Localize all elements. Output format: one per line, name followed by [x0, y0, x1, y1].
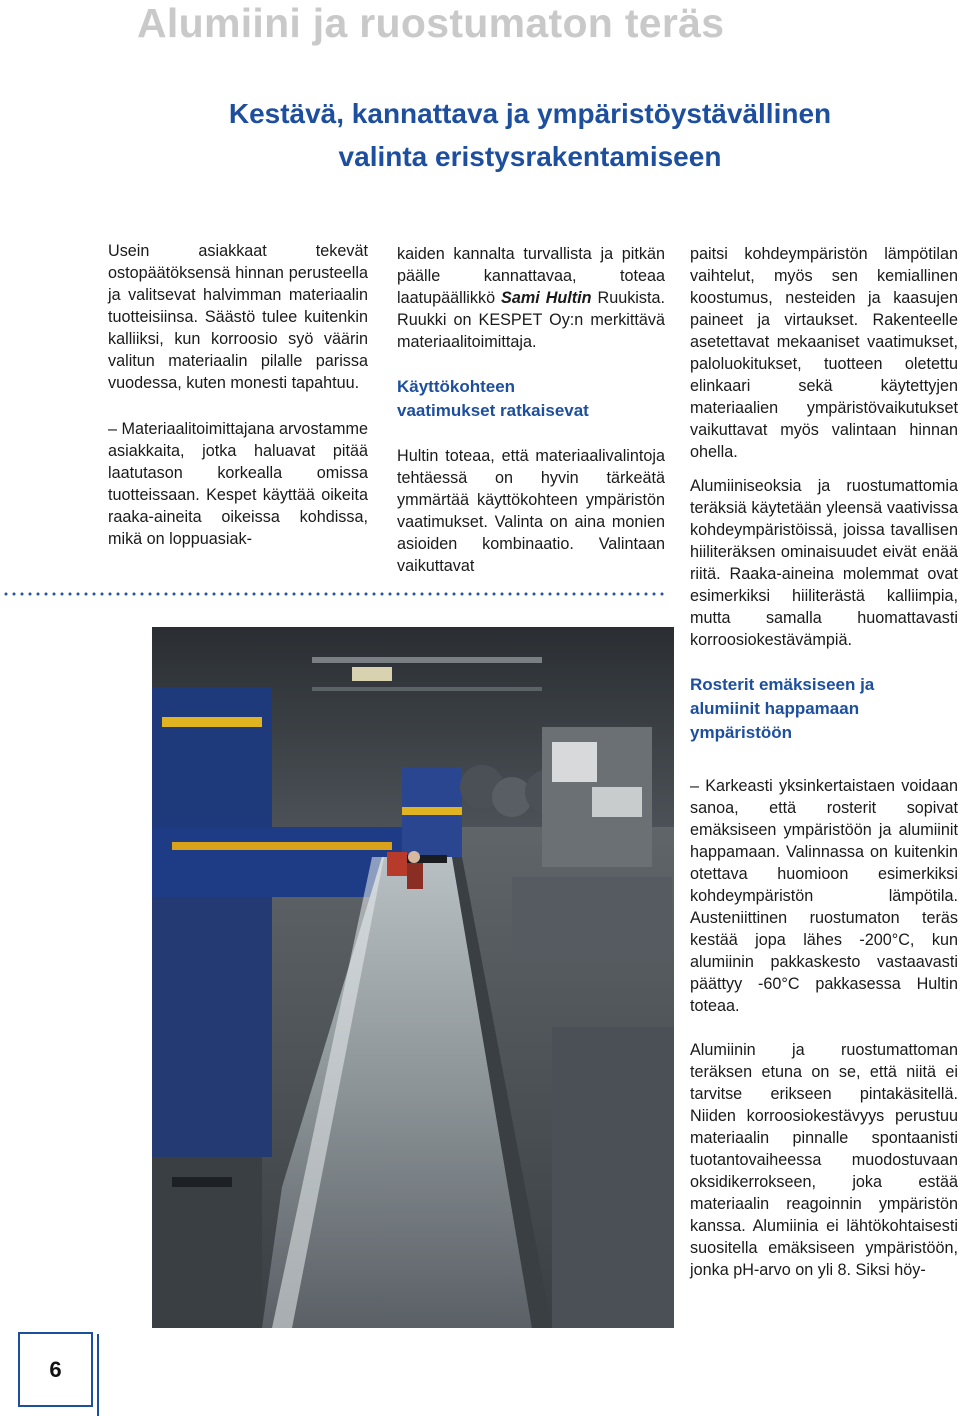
text-column-1 — [108, 240, 368, 550]
dotted-divider — [2, 591, 667, 597]
page-title: Alumiini ja ruostumaton teräs — [137, 0, 725, 46]
paragraph-text: kaiden kannalta turvallista ja pitkän päälle kannattavaa, toteaa laatupäällikkö — [397, 245, 665, 307]
heading-line: Rosterit emäksiseen ja — [690, 675, 875, 694]
paragraph-text: Ruukista. Ruukki on KESPET Oy:n merkittävä materiaalitoimittaja. — [397, 289, 665, 351]
text-column-2 — [397, 243, 665, 577]
paragraph: Hultin toteaa, että materiaalivalintoja tehtäessä on hyvin tärkeätä ymmärtää käyttökohteen ympäristön vaatimukset. Valinta on aina monien asioiden kombinaatio. Valintaan vaikuttavat — [397, 447, 665, 575]
heading-line: alumiinit happamaan — [690, 699, 860, 718]
section-heading — [397, 375, 665, 423]
text-column-3 — [690, 243, 958, 1281]
paragraph: – Materiaalitoimittajana arvostamme asiakkaita, jotka haluavat pitää laatutason korkealla omissa tuotteissaan. Kespet käyttää oikeita raaka-aineita oikeissa kohdissa, mikä on loppuasiak- — [108, 420, 369, 548]
heading-line: Käyttökohteen — [397, 377, 516, 396]
page-number: 6 — [18, 1332, 93, 1407]
page-subtitle — [0, 92, 960, 178]
paragraph: Alumiinin ja ruostumattoman teräksen etuna on se, että niitä ei tarvitse erikseen pintakäsitellä. Niiden korroosiokestävyys perustuu materiaalin pinnalle spontaanisti tuotantovaiheessa muodostuvaan oksidikerrokseen, joka estää materiaalin reagoinnin ympäristön kanssa. Alumiinia ei lähtökohtaisesti suositella emäksiseen ympäristöön, jonka pH-arvo on yli 8. Siksi höy- — [690, 1041, 958, 1279]
subtitle-line-1: Kestävä, kannattava ja ympäristöystävällinen — [228, 98, 832, 129]
paragraph: Alumiiniseoksia ja ruostumattomia teräksiä käytetään yleensä vaativissa kohdeympäristöissä, joissa tavallisen hiiliteräksen ominaisuudet eivät enää riitä. Raaka-aineina molemmat ovat esimerkiksi hiiliterästä kalliimpia, mutta samalla huomattavasti korroosiokestävämpiä. — [690, 477, 958, 649]
paragraph — [397, 243, 665, 353]
heading-line: ympäristöön — [690, 723, 793, 742]
page-number-rule — [97, 1334, 99, 1416]
paragraph: Usein asiakkaat tekevät ostopäätöksensä hinnan perusteella ja valitsevat halvimman materiaalin tuotteisiinsa. Säästö tulee kuitenkin kalliiksi, kun korroosio syö väärin valitun materiaalin pilalle parissa vuodessa, kuten monesti tapahtuu. — [108, 242, 368, 392]
heading-line: vaatimukset ratkaisevat — [397, 401, 589, 420]
factory-photo — [152, 627, 674, 1328]
section-heading — [690, 673, 958, 745]
subtitle-line-2: valinta eristysrakentamiseen — [338, 141, 722, 172]
factory-photo-illustration — [152, 627, 674, 1328]
paragraph: – Karkeasti yksinkertaistaen voidaan sanoa, että rosterit sopivat emäksiseen ympäristöön ja alumiinit happamaan. Valinnassa on kuitenkin otettava huomioon esimerkiksi kohdeympäristön lämpötila. Austeniittinen ruostumaton teräs kestää jopa lähes -200°C, kun alumiinin pakkaskesto vastaavasti päättyy -60°C pakkasessa Hultin toteaa. — [690, 777, 958, 1015]
paragraph: paitsi kohdeympäristön lämpötilan vaihtelut, myös sen kemiallinen koostumus, nesteiden ja kaasujen paineet ja virtaukset. Rakenteelle asetettavat mekaaniset vaatimukset, paloluokitukset, tuotteen oletettu elinkaari sekä käytettyjen materiaalien ympäristövaikutukset vaikuttavat myös valintaan hinnan ohella. — [690, 245, 958, 461]
person-name: Sami Hultin — [501, 289, 592, 307]
